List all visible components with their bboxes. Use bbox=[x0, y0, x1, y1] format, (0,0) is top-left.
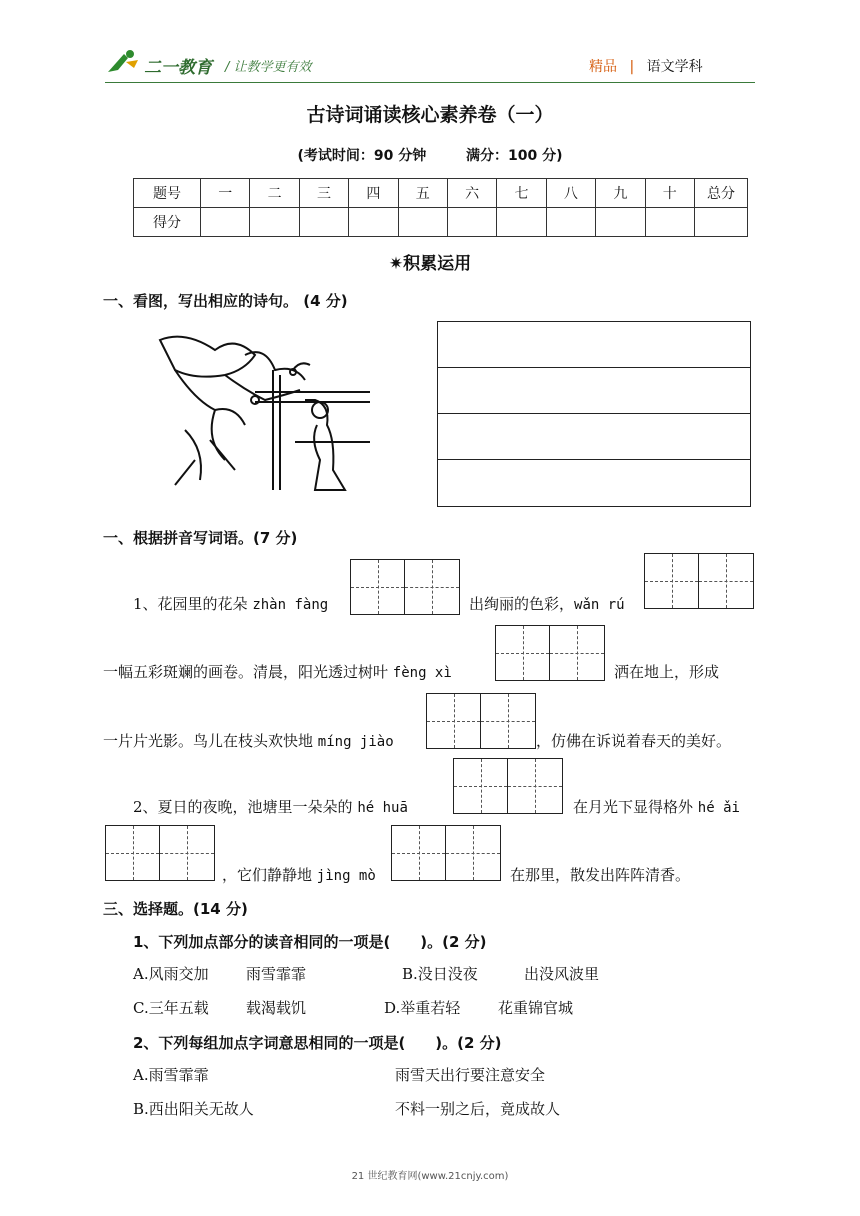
table-cell: 二 bbox=[250, 179, 299, 208]
table-row bbox=[134, 208, 748, 237]
pinyin: hé ǎi bbox=[697, 800, 740, 816]
table-cell: 得分 bbox=[134, 208, 201, 237]
table-cell: 五 bbox=[398, 179, 447, 208]
option-C[interactable] bbox=[133, 997, 209, 1018]
header-tags bbox=[589, 56, 703, 76]
q2-text: 1、花园里的花朵 bbox=[133, 595, 253, 613]
option-text: 风雨交加 bbox=[148, 965, 209, 983]
option-label: B. bbox=[402, 965, 418, 983]
tag-separator: | bbox=[629, 59, 635, 75]
option-text: 出没风波里 bbox=[524, 965, 600, 983]
option-text: 没日没夜 bbox=[417, 965, 478, 983]
writing-box[interactable] bbox=[391, 825, 501, 881]
pinyin: wǎn rú bbox=[574, 597, 625, 613]
q2-line2 bbox=[103, 661, 452, 682]
option-B[interactable] bbox=[133, 1098, 254, 1119]
table-cell: 三 bbox=[299, 179, 348, 208]
table-cell: 七 bbox=[497, 179, 546, 208]
q2-line3 bbox=[103, 730, 394, 751]
q2-line4 bbox=[133, 796, 408, 817]
page-title: 古诗词诵读核心素养卷（一） bbox=[306, 104, 554, 126]
exam-score: 满分：100 分) bbox=[466, 148, 563, 164]
table-cell: 十 bbox=[645, 179, 694, 208]
q2-line1b bbox=[469, 593, 625, 614]
score-input-cell[interactable] bbox=[645, 208, 694, 237]
option-A[interactable] bbox=[133, 963, 209, 984]
option-label: B. bbox=[133, 1100, 149, 1118]
q2-text: 在月光下显得格外 bbox=[573, 798, 698, 816]
q2-text: ，仿佛在诉说着春天的美好。 bbox=[536, 732, 732, 750]
option-A[interactable] bbox=[133, 1064, 209, 1085]
option-B-2 bbox=[395, 1098, 560, 1119]
page-footer: 21 世纪教育网(www.21cnjy.com) bbox=[351, 1171, 509, 1182]
q2-text: 出绚丽的色彩， bbox=[469, 595, 575, 613]
score-input-cell[interactable] bbox=[349, 208, 398, 237]
writing-box[interactable] bbox=[426, 693, 536, 749]
table-cell: 八 bbox=[546, 179, 595, 208]
option-B[interactable] bbox=[402, 963, 478, 984]
score-input-cell[interactable] bbox=[497, 208, 546, 237]
pinyin: hé huā bbox=[357, 800, 408, 816]
table-cell: 总分 bbox=[695, 179, 748, 208]
q2-text: 一幅五彩斑斓的画卷。清晨，阳光透过树叶 bbox=[103, 663, 393, 681]
q2-line4b bbox=[573, 796, 740, 817]
option-text: 雨雪天出行要注意安全 bbox=[395, 1066, 546, 1084]
q3-s2-stem: 2、下列每组加点字词意思相同的一项是( )。(2 分) bbox=[133, 1034, 502, 1052]
option-C-2 bbox=[246, 997, 306, 1018]
option-text: 雨雪霏霏 bbox=[246, 965, 307, 983]
q2-line1 bbox=[133, 593, 328, 614]
logo bbox=[104, 48, 144, 76]
option-text: 举重若轻 bbox=[400, 999, 461, 1017]
option-label: C. bbox=[133, 999, 149, 1017]
score-table bbox=[133, 178, 748, 237]
table-cell: 题号 bbox=[134, 179, 201, 208]
table-cell: 六 bbox=[447, 179, 496, 208]
option-text: 雨雪霏霏 bbox=[148, 1066, 209, 1084]
answer-lines-box[interactable] bbox=[437, 321, 751, 507]
option-label: A. bbox=[133, 965, 149, 983]
table-row bbox=[134, 179, 748, 208]
poem-illustration bbox=[155, 330, 375, 495]
option-D[interactable] bbox=[384, 997, 460, 1018]
tag-premium: 精品 bbox=[589, 59, 617, 75]
writing-box[interactable] bbox=[644, 553, 754, 609]
table-cell: 一 bbox=[201, 179, 250, 208]
answer-line[interactable] bbox=[438, 322, 750, 368]
q2-text: 在那里，散发出阵阵清香。 bbox=[510, 866, 691, 884]
option-label: A. bbox=[133, 1066, 149, 1084]
q2-text: 2、夏日的夜晚，池塘里一朵朵的 bbox=[133, 798, 358, 816]
option-text: 西出阳关无故人 bbox=[148, 1100, 254, 1118]
pinyin: jìng mò bbox=[316, 868, 376, 884]
score-input-cell[interactable] bbox=[201, 208, 250, 237]
tag-subject: 语文学科 bbox=[646, 59, 703, 75]
option-A-2 bbox=[246, 963, 306, 984]
pinyin: zhàn fàng bbox=[252, 597, 329, 613]
score-input-cell[interactable] bbox=[695, 208, 748, 237]
option-text: 不料一别之后，竟成故人 bbox=[395, 1100, 561, 1118]
q1-heading: 一、看图，写出相应的诗句。 (4 分) bbox=[103, 292, 348, 310]
pinyin: fèng xì bbox=[392, 665, 452, 681]
writing-box[interactable] bbox=[453, 758, 563, 814]
option-text: 载渴载饥 bbox=[246, 999, 307, 1017]
q2-heading: 一、根据拼音写词语。(7 分) bbox=[103, 529, 298, 547]
answer-line[interactable] bbox=[438, 460, 750, 505]
option-B-2 bbox=[524, 963, 599, 984]
q3-heading: 三、选择题。(14 分) bbox=[103, 900, 248, 918]
q2-text: 一片片光影。鸟儿在枝头欢快地 bbox=[103, 732, 318, 750]
section-heading: ✷积累运用 bbox=[388, 254, 472, 274]
exam-info bbox=[0, 145, 860, 165]
q2-text: ，它们静静地 bbox=[222, 866, 317, 884]
header-divider bbox=[105, 82, 755, 83]
table-cell: 九 bbox=[596, 179, 645, 208]
option-label: D. bbox=[384, 999, 401, 1017]
brand-name: 二一教育 bbox=[144, 58, 212, 77]
q2-line5 bbox=[222, 864, 376, 885]
q2-text: 洒在地上，形成 bbox=[614, 663, 720, 681]
writing-box[interactable] bbox=[495, 625, 605, 681]
option-text: 三年五载 bbox=[148, 999, 209, 1017]
writing-box[interactable] bbox=[350, 559, 460, 615]
writing-box[interactable] bbox=[105, 825, 215, 881]
score-input-cell[interactable] bbox=[447, 208, 496, 237]
slogan: / 让教学更有效 bbox=[225, 60, 312, 75]
answer-line[interactable] bbox=[438, 414, 750, 460]
score-input-cell[interactable] bbox=[596, 208, 645, 237]
score-input-cell[interactable] bbox=[250, 208, 299, 237]
pinyin: míng jiào bbox=[317, 734, 394, 750]
score-input-cell[interactable] bbox=[546, 208, 595, 237]
option-text: 花重锦官城 bbox=[498, 999, 574, 1017]
option-D-2 bbox=[498, 997, 573, 1018]
answer-line[interactable] bbox=[438, 368, 750, 414]
exam-time: (考试时间：90 分钟 bbox=[297, 148, 427, 164]
q3-s1-stem: 1、下列加点部分的读音相同的一项是( )。(2 分) bbox=[133, 933, 487, 951]
option-A-2 bbox=[395, 1064, 545, 1085]
score-input-cell[interactable] bbox=[299, 208, 348, 237]
score-input-cell[interactable] bbox=[398, 208, 447, 237]
table-cell: 四 bbox=[349, 179, 398, 208]
